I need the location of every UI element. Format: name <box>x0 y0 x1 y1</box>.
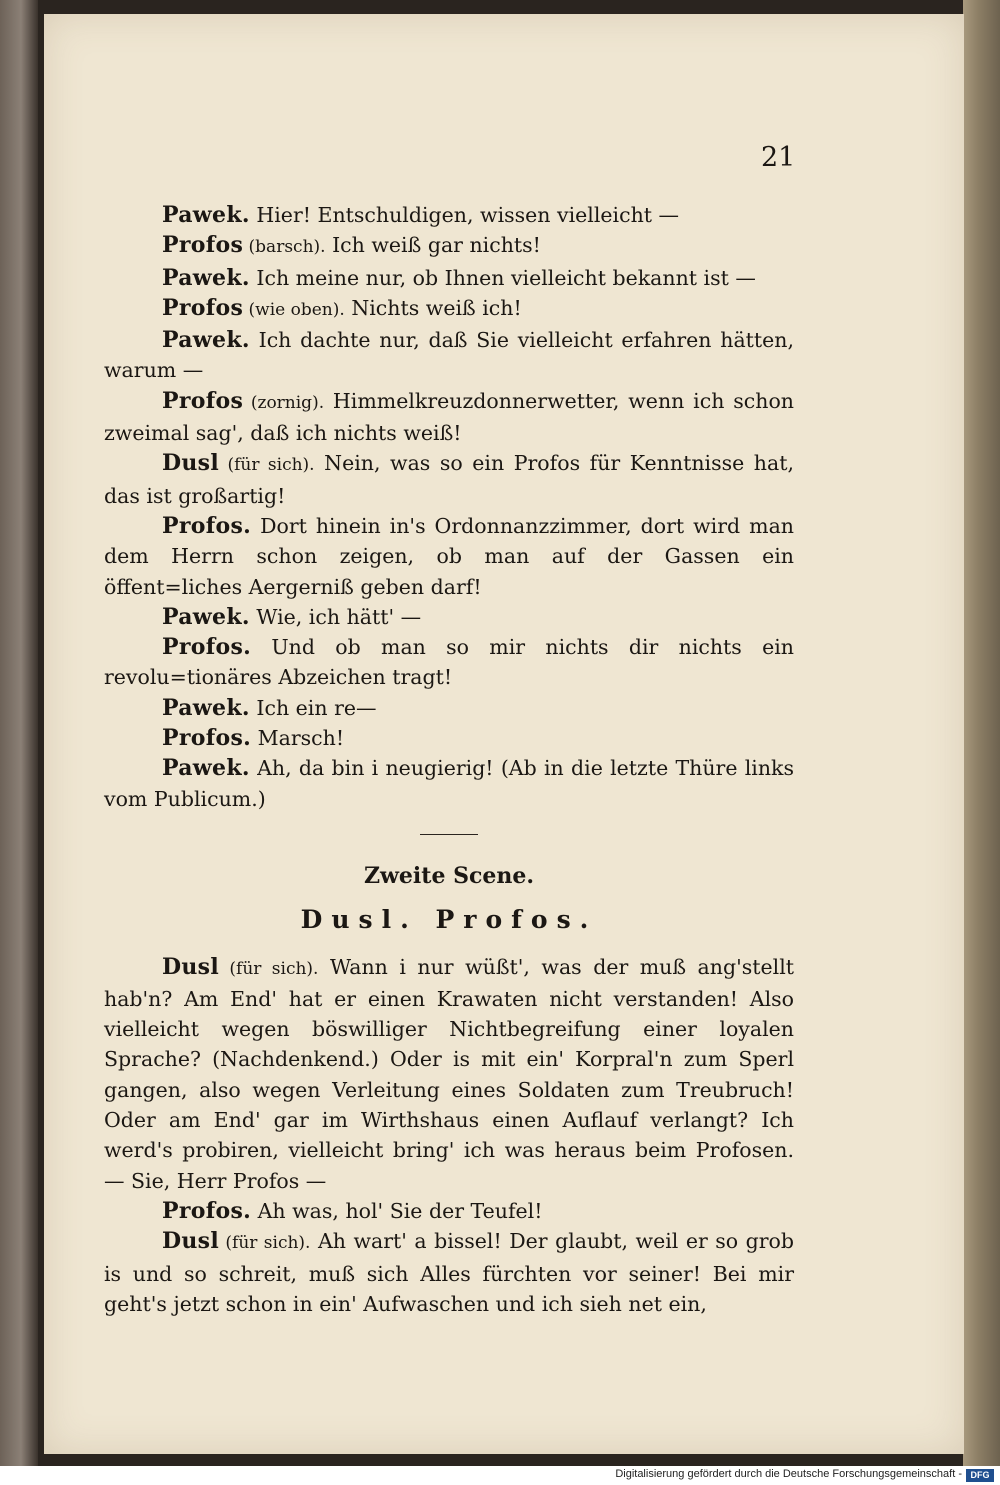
page-text <box>104 200 794 1319</box>
line-text: Marsch! <box>251 726 345 751</box>
line-text: Wann i nur wüßt', was der muß ang'stellt hab'n? Am End' hat er einen Krawaten nicht verstanden! Also vielleicht wegen böswilliger Nichtbegreifung einer loyalen Sprache? (Nachdenkend.) Oder is mit ein' Korpral'n zum Sperl gangen, also wegen Verleitung eines Soldaten zum Treubruch! Oder am End' gar im Wirthshaus einen Auflauf verlangt? Ich werd's probiren, vielleicht bring' ich was heraus beim Profosen. — Sie, Herr Profos — <box>104 954 794 1193</box>
dialogue-line <box>104 263 794 293</box>
dialogue-line <box>104 693 794 723</box>
digitization-footer <box>0 1466 1000 1485</box>
line-text: Ah was, hol' Sie der Teufel! <box>251 1198 543 1223</box>
line-text: Nichts weiß ich! <box>344 295 522 320</box>
page-number: 21 <box>761 142 796 173</box>
line-text: Hier! Entschuldigen, wissen vielleicht — <box>249 203 680 227</box>
speaker-name: Profos. <box>162 725 252 752</box>
line-text: Ah, da bin i neugierig! (Ab in die letzte Thüre links vom Publicum.) <box>104 756 794 811</box>
speaker-name: Pawek. <box>162 755 250 782</box>
dialogue-line <box>104 325 794 386</box>
dialogue-line <box>104 602 794 632</box>
dfg-logo-icon: DFG <box>966 1469 994 1482</box>
dialogue-line <box>104 293 794 325</box>
speaker-name: Pawek. <box>162 694 250 721</box>
line-text: Ich ein re— <box>249 695 377 720</box>
line-text: Ah wart' a bissel! Der glaubt, weil er so grob is und so schreit, muß sich Alles fürchten vor seiner! Bei mir geht's jetzt schon in ein' Aufwaschen und ich sieh net ein, <box>104 1229 794 1316</box>
stage-direction: (wie oben). <box>243 299 345 320</box>
line-text: Ich meine nur, ob Ihnen vielleicht bekannt ist — <box>249 265 756 290</box>
speaker-name: Profos <box>162 387 244 414</box>
dialogue-line <box>104 1196 794 1226</box>
speaker-name: Dusl <box>162 1228 220 1255</box>
section-divider <box>420 834 478 835</box>
line-text: Himmelkreuzdonnerwetter, wenn ich schon zweimal sag', daß ich nichts weiß! <box>104 388 794 446</box>
scene-heading: Zweite Scene. <box>363 862 535 889</box>
stage-direction: (für sich). <box>219 958 319 979</box>
line-text: Ich dachte nur, daß Sie vielleicht erfahren hätten, warum — <box>104 328 794 383</box>
dialogue-line <box>104 511 794 602</box>
speaker-name: Pawek. <box>162 264 250 291</box>
dialogue-line <box>104 723 794 753</box>
speaker-name: Profos <box>162 232 244 259</box>
line-text: Und ob man so mir nichts dir nichts ein revolu=tionäres Abzeichen tragt! <box>104 635 794 690</box>
scene-characters: Dusl. Profos. <box>300 905 598 935</box>
footer-credit: Digitalisierung gefördert durch die Deutsche Forschungsgemeinschaft - <box>615 1468 962 1480</box>
speaker-name: Dusl <box>162 953 220 980</box>
stage-direction: (für sich). <box>219 1233 311 1254</box>
speaker-name: Pawek. <box>162 202 250 228</box>
speaker-name: Profos <box>162 294 244 321</box>
line-text: Nein, was so ein Profos für Kenntnisse hat, das ist großartig! <box>104 451 794 508</box>
book-binding <box>0 0 38 1466</box>
stage-direction: (barsch). <box>243 237 326 258</box>
dialogue-line <box>104 230 794 262</box>
stage-direction: (zornig). <box>243 392 325 413</box>
line-text: Dort hinein in's Ordonnanzzimmer, dort wird man dem Herrn schon zeigen, ob man auf der Gassen ein öffent=liches Aergerniß geben darf! <box>104 513 794 599</box>
speaker-name: Dusl <box>162 450 220 477</box>
dialogue-line <box>104 1226 794 1319</box>
dialogue-line <box>104 448 794 511</box>
speaker-name: Profos. <box>162 512 252 539</box>
speaker-name: Profos. <box>162 634 252 661</box>
page-edge <box>963 0 1000 1466</box>
speaker-name: Pawek. <box>162 603 250 630</box>
dialogue-line <box>104 200 794 230</box>
stage-direction: (für sich). <box>219 455 315 476</box>
speaker-name: Pawek. <box>162 327 250 354</box>
dialogue-line <box>104 952 794 1196</box>
speaker-name: Profos. <box>162 1197 252 1224</box>
dialogue-line <box>104 632 794 693</box>
dialogue-line <box>104 753 794 814</box>
line-text: Wie, ich hätt' — <box>249 604 422 629</box>
line-text: Ich weiß gar nichts! <box>325 233 541 258</box>
dialogue-line <box>104 386 794 449</box>
